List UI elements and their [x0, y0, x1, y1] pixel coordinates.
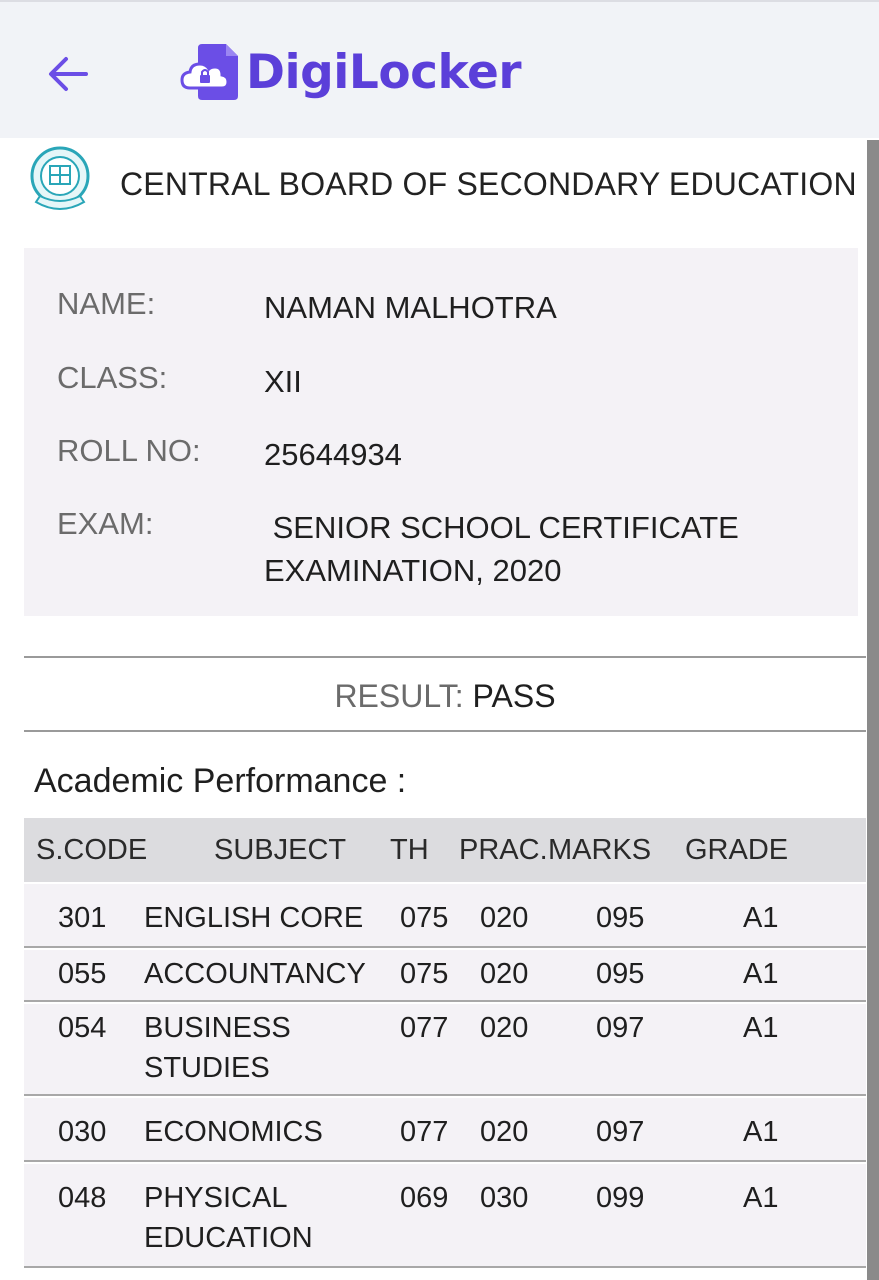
academic-performance-title: Academic Performance :: [34, 762, 407, 800]
header-subject: SUBJECT: [214, 834, 347, 866]
row-subject: ACCOUNTANCY: [144, 958, 366, 990]
cbse-emblem-icon: [28, 146, 92, 216]
student-name: NAMAN MALHOTRA: [264, 290, 557, 325]
row-th: 075: [400, 958, 449, 990]
row-grade: A1: [743, 902, 779, 934]
cloud-locker-icon: [180, 40, 244, 104]
row-code: 048: [58, 1182, 107, 1214]
app-header: [0, 0, 879, 138]
row-code: 055: [58, 958, 107, 990]
row-code: 030: [58, 1116, 107, 1148]
row-code: 301: [58, 902, 107, 934]
table-row: [24, 1004, 866, 1096]
header-code: S.CODE: [36, 834, 148, 866]
row-marks: 097: [596, 1116, 645, 1148]
table-row: [24, 1164, 866, 1268]
row-grade: A1: [743, 1182, 779, 1214]
row-th: 069: [400, 1182, 449, 1214]
row-prac: 020: [480, 1116, 529, 1148]
row-grade: A1: [743, 1116, 779, 1148]
row-prac: 020: [480, 1012, 529, 1044]
exam-name: SENIOR SCHOOL CERTIFICATE EXAMINATION, 2020: [264, 510, 748, 588]
row-grade: A1: [743, 1012, 779, 1044]
row-marks: 095: [596, 958, 645, 990]
class-label: CLASS:: [57, 360, 168, 395]
table-row: [24, 884, 866, 948]
header-prac: PRAC.: [459, 834, 548, 866]
board-name: CENTRAL BOARD OF SECONDARY EDUCATION: [120, 166, 857, 202]
result-bar: [24, 656, 866, 732]
row-prac: 020: [480, 902, 529, 934]
roll-number: 25644934: [264, 437, 402, 472]
marks-table: [24, 818, 866, 1268]
row-subject: BUSINESS STUDIES: [144, 1012, 291, 1084]
row-prac: 030: [480, 1182, 529, 1214]
row-th: 077: [400, 1116, 449, 1148]
header-th: TH: [390, 834, 429, 866]
result-value: PASS: [472, 678, 556, 714]
row-subject: ECONOMICS: [144, 1116, 323, 1148]
roll-label: ROLL NO:: [57, 433, 201, 468]
table-header: [24, 818, 866, 882]
row-marks: 097: [596, 1012, 645, 1044]
row-subject: ENGLISH CORE: [144, 902, 364, 934]
table-row: [24, 950, 866, 1002]
row-subject: PHYSICAL EDUCATION: [144, 1182, 313, 1254]
table-row: [24, 1098, 866, 1162]
student-class: XII: [264, 364, 302, 399]
row-grade: A1: [743, 958, 779, 990]
digilocker-logo: [180, 40, 521, 104]
app-title: DigiLocker: [246, 44, 522, 100]
row-marks: 099: [596, 1182, 645, 1214]
row-marks: 095: [596, 902, 645, 934]
student-info-card: [24, 248, 858, 616]
header-grade: GRADE: [685, 834, 789, 866]
header-marks: MARKS: [548, 834, 652, 866]
result-label: RESULT:: [334, 678, 473, 714]
arrow-left-icon: [46, 52, 90, 96]
row-code: 054: [58, 1012, 107, 1044]
back-button[interactable]: [40, 46, 96, 102]
row-th: 077: [400, 1012, 449, 1044]
row-prac: 020: [480, 958, 529, 990]
name-label: NAME:: [57, 286, 156, 321]
exam-label: EXAM:: [57, 506, 154, 541]
row-th: 075: [400, 902, 449, 934]
board-header: [0, 140, 866, 232]
result-text: [24, 678, 866, 715]
page-scrollbar[interactable]: [867, 140, 879, 1280]
